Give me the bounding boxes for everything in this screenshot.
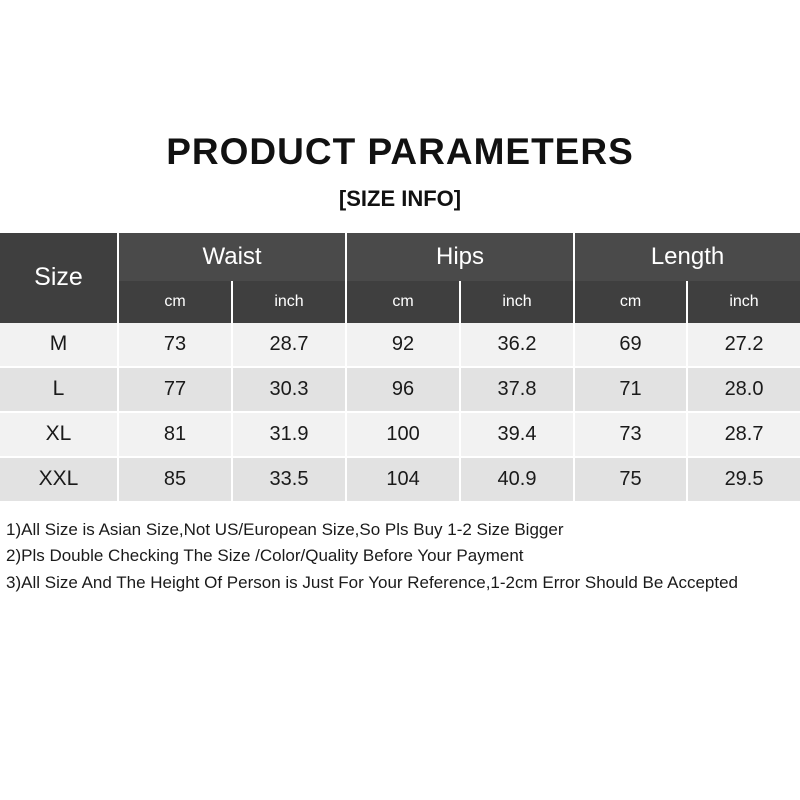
cell-waist-cm: 77 — [118, 367, 232, 412]
table-header — [0, 233, 800, 323]
cell-size: XXL — [0, 457, 118, 501]
table-row — [0, 412, 800, 457]
table-row — [0, 323, 800, 367]
cell-hips-inch: 37.8 — [460, 367, 574, 412]
cell-waist-cm: 85 — [118, 457, 232, 501]
cell-waist-inch: 31.9 — [232, 412, 346, 457]
page-title: PRODUCT PARAMETERS — [166, 131, 634, 172]
cell-hips-cm: 104 — [346, 457, 460, 501]
note-line-2: 2)Pls Double Checking The Size /Color/Quality Before Your Payment — [6, 546, 524, 566]
header-waist-inch: inch — [232, 281, 346, 323]
cell-hips-cm: 100 — [346, 412, 460, 457]
table-body — [0, 323, 800, 501]
size-table — [0, 233, 800, 501]
header-group-hips: Hips — [346, 233, 574, 281]
notes-block — [0, 501, 800, 596]
table-header-row-units — [0, 281, 800, 323]
cell-length-cm: 69 — [574, 323, 687, 367]
header-group-waist: Waist — [118, 233, 346, 281]
header-hips-inch: inch — [460, 281, 574, 323]
cell-length-inch: 28.7 — [687, 412, 800, 457]
header-hips-cm: cm — [346, 281, 460, 323]
cell-length-inch: 28.0 — [687, 367, 800, 412]
size-table-container — [0, 233, 800, 501]
table-row — [0, 367, 800, 412]
title-block — [0, 0, 800, 211]
cell-waist-cm: 73 — [118, 323, 232, 367]
cell-size: L — [0, 367, 118, 412]
cell-length-inch: 27.2 — [687, 323, 800, 367]
page-subtitle: [SIZE INFO] — [338, 185, 462, 211]
cell-size: M — [0, 323, 118, 367]
cell-hips-inch: 36.2 — [460, 323, 574, 367]
cell-waist-inch: 30.3 — [232, 367, 346, 412]
cell-waist-inch: 28.7 — [232, 323, 346, 367]
cell-hips-cm: 96 — [346, 367, 460, 412]
cell-length-cm: 75 — [574, 457, 687, 501]
header-size: Size — [0, 233, 118, 323]
header-length-inch: inch — [687, 281, 800, 323]
cell-hips-inch: 39.4 — [460, 412, 574, 457]
table-header-row-groups — [0, 233, 800, 281]
note-line-3: 3)All Size And The Height Of Person is Just For Your Reference,1-2cm Error Should Be Accepted — [6, 572, 739, 592]
note-line-1: 1)All Size is Asian Size,Not US/European Size,So Pls Buy 1-2 Size Bigger — [6, 519, 564, 539]
table-row — [0, 457, 800, 501]
cell-size: XL — [0, 412, 118, 457]
cell-hips-cm: 92 — [346, 323, 460, 367]
header-group-length: Length — [574, 233, 800, 281]
cell-waist-cm: 81 — [118, 412, 232, 457]
cell-length-cm: 73 — [574, 412, 687, 457]
cell-waist-inch: 33.5 — [232, 457, 346, 501]
cell-hips-inch: 40.9 — [460, 457, 574, 501]
header-waist-cm: cm — [118, 281, 232, 323]
header-length-cm: cm — [574, 281, 687, 323]
cell-length-inch: 29.5 — [687, 457, 800, 501]
cell-length-cm: 71 — [574, 367, 687, 412]
